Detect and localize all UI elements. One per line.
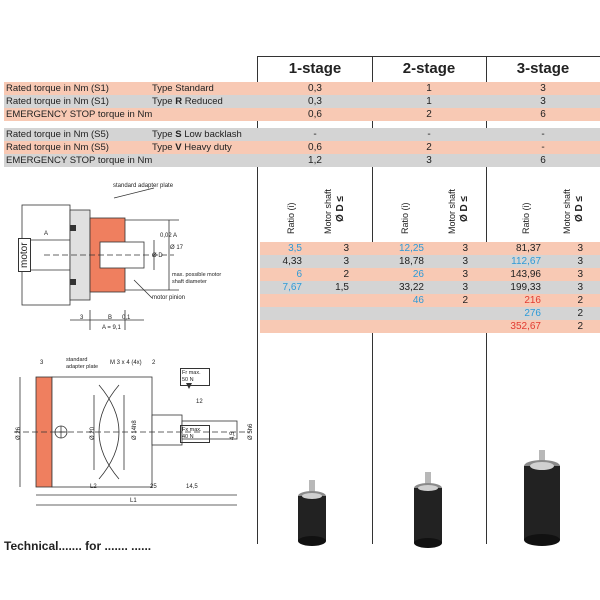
label-dia-1465: Ø 14h8 [132, 420, 138, 440]
top-rule [257, 56, 600, 57]
torque-value-cell: - [541, 129, 545, 140]
ratio-cell: 81,37 [515, 243, 541, 254]
label-dim-45: 4,5 [230, 431, 236, 440]
label-dim-3b: 3 [40, 360, 44, 366]
motor-shaft-cell: 3 [343, 243, 349, 254]
torque-row-label: Rated torque in Nm (S1) [6, 83, 109, 94]
motor-shaft-cell: 2 [577, 321, 583, 332]
torque-value-cell: 6 [540, 109, 546, 120]
motor-shaft-cell: 3 [577, 282, 583, 293]
torque-row-type: Type R Reduced [152, 96, 223, 107]
ratio-cell: 18,78 [398, 256, 424, 267]
header-1-stage: 1-stage [288, 60, 342, 77]
ratio-cell: 143,96 [510, 269, 541, 280]
torque-value-cell: - [427, 129, 431, 140]
torque-row-label: EMERGENCY STOP torque in Nm [6, 109, 153, 120]
label-dim-12: 12 [196, 399, 203, 405]
ratio-cell: 276 [524, 308, 541, 319]
header-2-stage: 2-stage [402, 60, 456, 77]
motor-shaft-cell: 2 [462, 295, 468, 306]
motor-shaft-cell: 3 [343, 256, 349, 267]
torque-value-cell: 2 [426, 109, 432, 120]
torque-value-cell: 6 [540, 155, 546, 166]
torque-value-cell: - [313, 129, 317, 140]
label-dia-20: Ø 20 [90, 426, 96, 440]
ratio-cell: 199,33 [510, 282, 541, 293]
label-l1: L1 [130, 498, 137, 504]
motor-shaft-cell: 3 [577, 256, 583, 267]
ratio-header-3: Ratio (i) [521, 202, 531, 234]
motor-shaft-cell: 2 [577, 295, 583, 306]
label-dim-a91: A = 9,1 [102, 325, 121, 331]
torque-value-cell: 2 [426, 142, 432, 153]
label-adapter-plate-2: standard adapter plate [66, 357, 99, 370]
diameter-header-1: Ø D ≤ [335, 195, 346, 222]
label-fx-max: Fx max. 40 N [180, 425, 210, 443]
motor-shaft-cell: 3 [462, 243, 468, 254]
label-dia-26: Ø 26 [16, 426, 22, 440]
diameter-header-2: Ø D ≤ [459, 195, 470, 222]
torque-row-label: Rated torque in Nm (S5) [6, 129, 109, 140]
ratio-cell: 4,33 [282, 256, 302, 267]
motor-shaft-cell: 3 [462, 256, 468, 267]
ratio-header-1: Ratio (i) [286, 202, 296, 234]
label-fr-max: Fr max. 50 N [180, 368, 210, 386]
torque-value-cell: 0,3 [308, 96, 322, 107]
ratio-cell: 3,5 [288, 243, 302, 254]
motor-shaft-cell: 3 [462, 269, 468, 280]
label-dim-3: 3 [80, 315, 84, 321]
torque-value-cell: 0,3 [308, 83, 322, 94]
torque-value-cell: 1 [426, 83, 432, 94]
torque-row-label: Rated torque in Nm (S1) [6, 96, 109, 107]
label-dia-5h6: Ø 5h6 [248, 423, 254, 440]
label-l2: L2 [90, 484, 97, 490]
outline-drawing [4, 355, 254, 515]
label-max-shaft: max. possible motor shaft diameter [172, 272, 222, 285]
label-dim-2: 2 [152, 360, 156, 366]
ratio-cell: 46 [412, 295, 424, 306]
torque-value-cell: 3 [540, 96, 546, 107]
torque-row-label: Rated torque in Nm (S5) [6, 142, 109, 153]
ratio-cell: 33,22 [398, 282, 424, 293]
torque-row-type: Type S Low backlash [152, 129, 242, 140]
motor-shaft-cell: 2 [343, 269, 349, 280]
label-adapter-plate: standard adapter plate [113, 183, 174, 189]
motor-shaft-header-3: Motor shaft [562, 188, 572, 234]
motor-shaft-cell: 3 [462, 282, 468, 293]
label-dia-d: Ø D [152, 253, 163, 259]
ratio-cell: 26 [412, 269, 424, 280]
torque-row-type: Type Standard [152, 83, 214, 94]
diameter-header-3: Ø D ≤ [574, 195, 585, 222]
motor-shaft-header-2: Motor shaft [447, 188, 457, 234]
torque-value-cell: 3 [426, 155, 432, 166]
torque-row-label: EMERGENCY STOP torque in Nm [6, 155, 153, 166]
header-3-stage: 3-stage [516, 60, 570, 77]
torque-value-cell: 1 [426, 96, 432, 107]
label-dim-01: 0,1 [122, 315, 131, 321]
torque-value-cell: 0,6 [308, 109, 322, 120]
torque-value-cell: - [541, 142, 545, 153]
ratio-cell: 216 [524, 295, 541, 306]
motor-shaft-header-1: Motor shaft [323, 188, 333, 234]
ratio-cell: 7,67 [282, 282, 302, 293]
ratio-cell: 12,25 [398, 243, 424, 254]
footer-heading: Technical....... for ....... ...... [4, 539, 152, 553]
motor-shaft-cell: 2 [577, 308, 583, 319]
ratio-header-2: Ratio (i) [400, 202, 410, 234]
label-m-thread: M 3 x 4 (4x) [110, 360, 142, 366]
label-dim-25: 25 [150, 484, 157, 490]
motor-shaft-cell: 3 [577, 269, 583, 280]
label-dim-145: 14,5 [186, 484, 198, 490]
torque-value-cell: 1,2 [308, 155, 322, 166]
torque-value-cell: 0,6 [308, 142, 322, 153]
motor-shaft-cell: 1,5 [335, 282, 349, 293]
label-motor-pinion: motor pinion [152, 295, 186, 301]
gearhead-3-stage-image [510, 448, 574, 548]
motor-label: motor [18, 238, 31, 272]
ratio-cell: 6 [296, 269, 302, 280]
gearhead-2-stage-image [398, 470, 458, 548]
gearhead-1-stage-image [282, 478, 342, 548]
motor-shaft-cell: 3 [577, 243, 583, 254]
ratio-cell: 352,67 [510, 321, 541, 332]
label-dim-a: A [44, 231, 49, 237]
label-dia-17: Ø 17 [170, 245, 184, 251]
label-tolerance: 0,02 A [160, 233, 178, 239]
label-dim-b: B [108, 315, 113, 321]
torque-value-cell: 3 [540, 83, 546, 94]
ratio-cell: 112,67 [511, 256, 541, 267]
torque-row-type: Type V Heavy duty [152, 142, 232, 153]
